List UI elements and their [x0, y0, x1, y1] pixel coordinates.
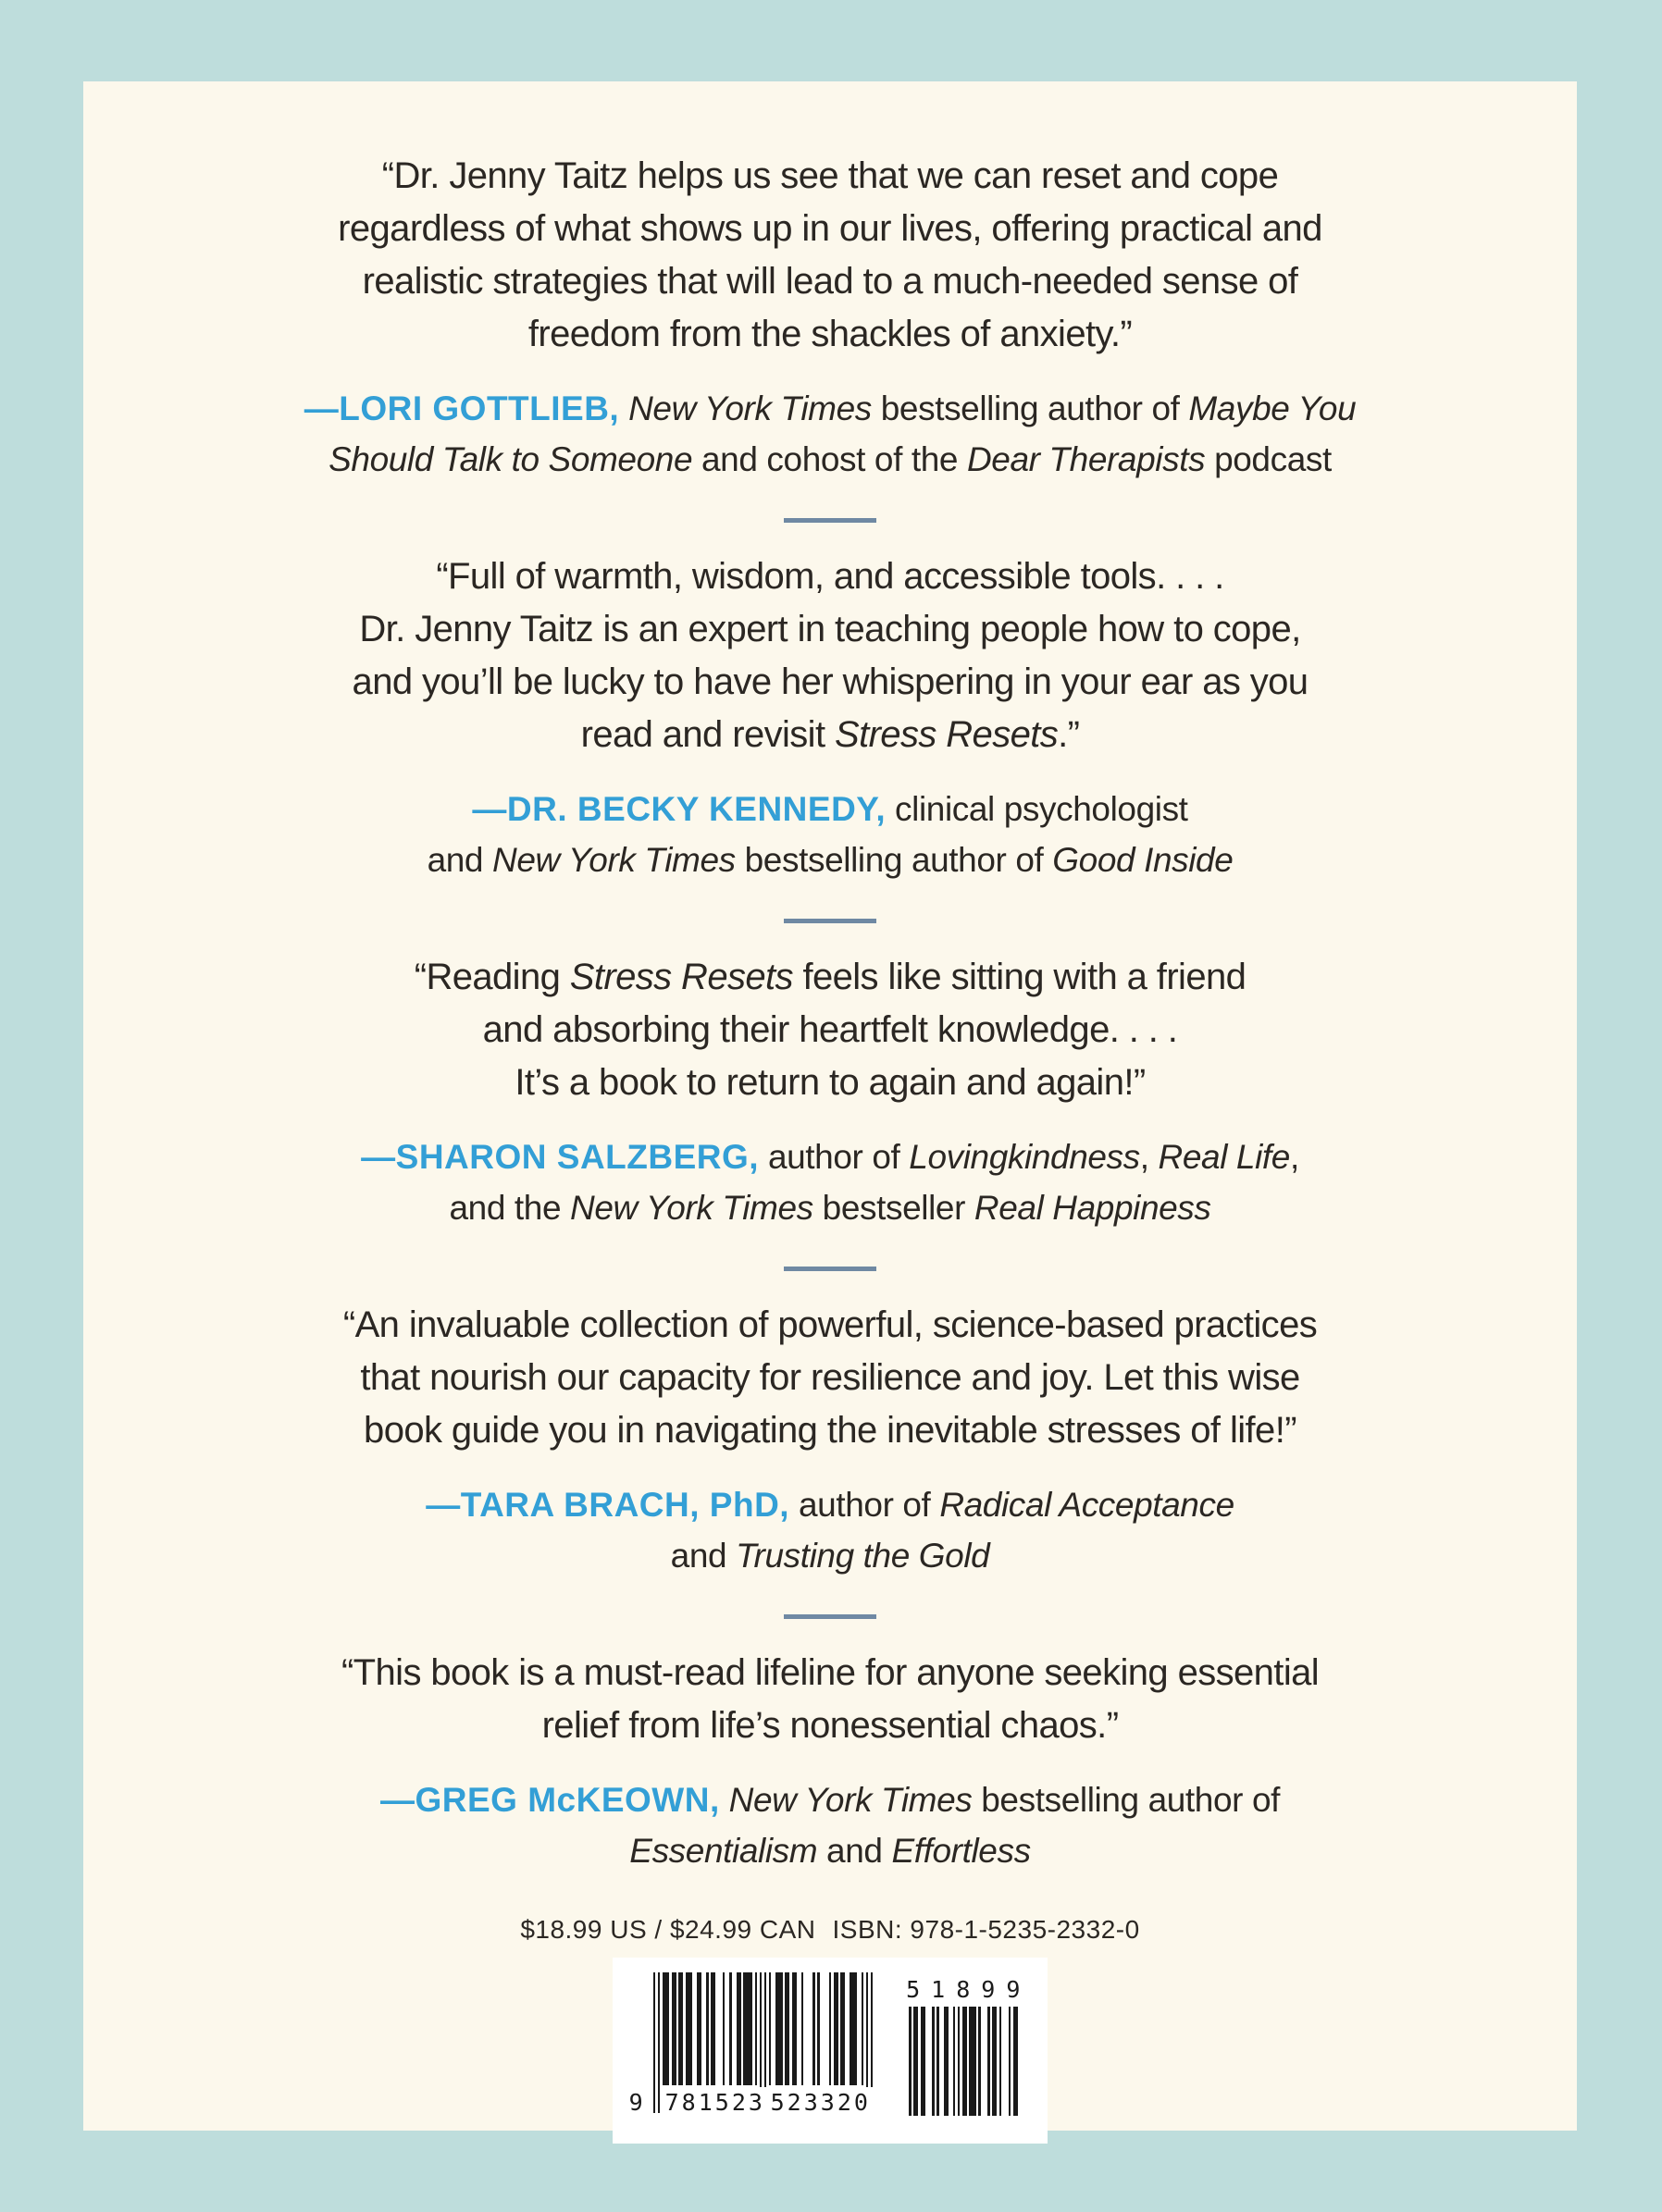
- text-run: clinical psychologist: [886, 790, 1188, 828]
- italic-title: Stress Resets: [569, 957, 793, 997]
- text-run: podcast: [1205, 440, 1332, 478]
- text-run: [720, 1781, 729, 1819]
- italic-title: New York Times: [570, 1189, 813, 1227]
- barcode-right-digits: 523320: [768, 2087, 874, 2116]
- endorsement-block: [239, 1647, 1421, 1876]
- text-run: freedom from the shackles of anxiety.”: [527, 314, 1133, 354]
- text-run: and: [817, 1832, 892, 1870]
- text-run: “An invaluable collection of powerful, science-based practices: [342, 1304, 1318, 1345]
- text-run: relief from life’s nonessential chaos.”: [541, 1705, 1119, 1746]
- section-divider: [784, 919, 876, 923]
- text-run: [619, 389, 628, 427]
- text-run: ,: [1139, 1138, 1159, 1176]
- barcode: [613, 1958, 1048, 2144]
- quote-text: [239, 1299, 1421, 1457]
- barcode-supplement: [895, 1976, 1031, 2116]
- quote-text: [239, 150, 1421, 361]
- quote-text: [239, 550, 1421, 761]
- text-run: Dr. Jenny Taitz is an expert in teaching people how to cope,: [359, 609, 1301, 649]
- text-run: “This book is a must-read lifeline for anyone seeking essential: [341, 1652, 1320, 1693]
- endorser-name: —SHARON SALZBERG,: [361, 1138, 760, 1176]
- italic-title: Maybe You: [1188, 389, 1357, 427]
- italic-title: Good Inside: [1052, 841, 1234, 879]
- italic-title: New York Times: [728, 1781, 973, 1819]
- endorser-name: —DR. BECKY KENNEDY,: [472, 790, 887, 828]
- quote-attribution: [239, 383, 1421, 485]
- text-run: and you’ll be lucky to have her whispering in your ear as you: [352, 661, 1309, 702]
- text-run: ,: [1289, 1138, 1299, 1176]
- italic-title: Lovingkindness: [909, 1138, 1140, 1176]
- endorsements-list: [239, 150, 1421, 1876]
- section-divider: [784, 518, 876, 523]
- section-divider: [784, 1267, 876, 1271]
- section-divider: [784, 1614, 876, 1619]
- text-run: and absorbing their heartfelt knowledge. . . .: [482, 1009, 1178, 1050]
- italic-title: New York Times: [628, 389, 872, 427]
- text-run: and: [427, 841, 492, 879]
- quote-attribution: [239, 1131, 1421, 1233]
- endorsement-block: [239, 1299, 1421, 1581]
- text-run: bestselling author of: [735, 841, 1053, 879]
- italic-title: Essentialism: [629, 1832, 818, 1870]
- quote-attribution: [239, 1479, 1421, 1581]
- text-run: and cohost of the: [692, 440, 967, 478]
- italic-title: Real Life: [1158, 1138, 1290, 1176]
- quote-attribution: [239, 1774, 1421, 1876]
- text-run: read and revisit: [580, 714, 835, 755]
- text-run: “Full of warmth, wisdom, and accessible tools. . . .: [436, 556, 1224, 597]
- text-run: author of: [789, 1486, 940, 1524]
- italic-title: New York Times: [492, 841, 736, 879]
- text-run: book guide you in navigating the inevitable stresses of life!”: [364, 1410, 1296, 1451]
- text-run: feels like sitting with a friend: [792, 957, 1246, 997]
- italic-title: Radical Acceptance: [939, 1486, 1234, 1524]
- barcode-lead-digit: 9: [628, 2089, 643, 2116]
- quote-text: [239, 951, 1421, 1109]
- pricing-line: [239, 1915, 1421, 1945]
- endorsement-block: [239, 150, 1421, 485]
- italic-title: Trusting the Gold: [736, 1537, 990, 1575]
- text-run: .”: [1058, 714, 1080, 755]
- text-run: It’s a book to return to again and again!”: [515, 1062, 1146, 1103]
- text-run: realistic strategies that will lead to a much-needed sense of: [362, 261, 1298, 302]
- italic-title: Should Talk to Someone: [329, 440, 693, 478]
- barcode-left-digits: 781523: [663, 2087, 768, 2116]
- text-run: and the: [449, 1189, 571, 1227]
- supplement-bars: [909, 2007, 1018, 2116]
- text-run: bestselling author of: [972, 1781, 1281, 1819]
- text-run: bestseller: [812, 1189, 974, 1227]
- italic-title: Effortless: [891, 1832, 1031, 1870]
- text-run: and: [670, 1537, 737, 1575]
- text-run: “Reading: [414, 957, 570, 997]
- endorser-name: —GREG McKEOWN,: [379, 1781, 720, 1819]
- endorser-name: —LORI GOTTLIEB,: [304, 389, 620, 427]
- text-run: “Dr. Jenny Taitz helps us see that we can reset and cope: [381, 155, 1279, 196]
- endorser-name: —TARA BRACH, PhD,: [426, 1486, 790, 1524]
- isbn-text: ISBN: 978-1-5235-2332-0: [832, 1915, 1140, 1944]
- text-run: regardless of what shows up in our lives, offering practical and: [338, 208, 1322, 249]
- supplement-digits: 51899: [906, 1976, 1032, 2003]
- endorsement-block: [239, 550, 1421, 885]
- quote-attribution: [239, 784, 1421, 885]
- text-run: bestselling author of: [871, 389, 1189, 427]
- price-text: $18.99 US / $24.99 CAN: [520, 1915, 816, 1944]
- endorsement-block: [239, 951, 1421, 1233]
- back-cover-panel: [83, 81, 1577, 2131]
- italic-title: Stress Resets: [834, 714, 1059, 755]
- text-run: author of: [759, 1138, 910, 1176]
- italic-title: Dear Therapists: [966, 440, 1206, 478]
- italic-title: Real Happiness: [974, 1189, 1211, 1227]
- barcode-ean: [628, 1972, 874, 2116]
- text-run: that nourish our capacity for resilience and joy. Let this wise: [360, 1357, 1300, 1398]
- quote-text: [239, 1647, 1421, 1752]
